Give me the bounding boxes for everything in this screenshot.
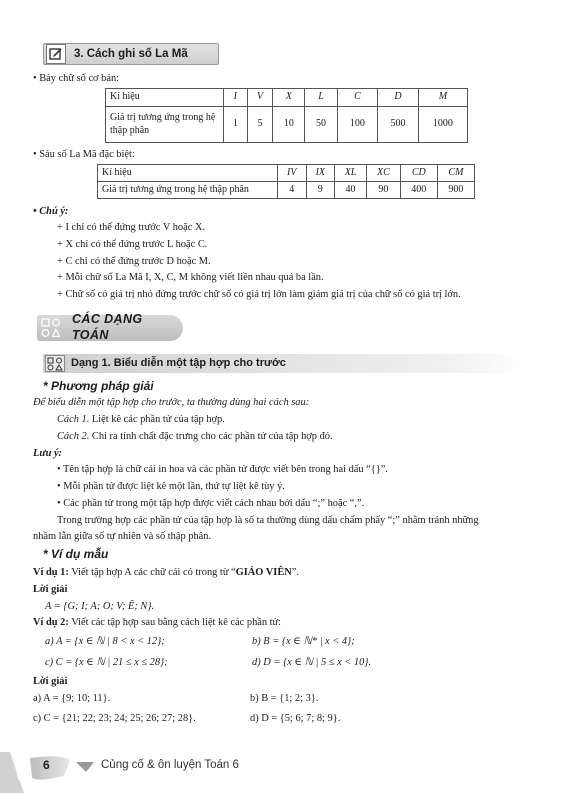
method-heading: * Phương pháp giải (43, 379, 154, 393)
method-intro: Để biểu diễn một tập hợp cho trước, ta thường dùng hai cách sau: (33, 397, 310, 408)
example-2-answer: a) A = {9; 10; 11}. (33, 693, 111, 704)
table-cell: 500 (378, 107, 419, 143)
example-2: Ví dụ 2: Viết các tập hợp sau bằng cách liệt kê các phần tử: (33, 617, 282, 628)
note-item: + Mỗi chữ số La Mã I, X, C, M không viết liền nhau quá ba lần. (57, 272, 324, 283)
table-cell: V (247, 89, 273, 107)
note-item: + Chữ số có giá trị nhỏ đứng trước chữ số có giá trị lớn làm giảm giá trị của chữ số có giá trị lớn. (57, 289, 461, 300)
topic-title: Dạng 1. Biểu diễn một tập hợp cho trước (71, 356, 286, 369)
table-cell: 90 (367, 182, 401, 199)
table-cell: 1 (224, 107, 248, 143)
table-cell: 100 (337, 107, 378, 143)
table-cell: 10 (273, 107, 305, 143)
shapes-icon (45, 355, 65, 372)
banner-title: CÁC DẠNG TOÁN (71, 312, 143, 342)
method-cach2: Cách 2. Chỉ ra tính chất đặc trưng cho các phần tử của tập hợp đó. (57, 431, 333, 442)
basic-intro: • Bảy chữ số cơ bản: (33, 73, 120, 84)
example-2-item: d) D = {x ∈ ℕ | 5 ≤ x < 10}. (252, 657, 372, 668)
note-title: • Chú ý: (33, 206, 69, 217)
table-cell: M (418, 89, 467, 107)
table-cell: 4 (278, 182, 307, 199)
basic-table (105, 88, 468, 143)
table-cell: I (224, 89, 248, 107)
table-cell: D (378, 89, 419, 107)
luuy-item: • Mỗi phần tử được liệt kê một lần, thứ tự liệt kê tùy ý. (57, 481, 285, 492)
table-cell: 40 (335, 182, 367, 199)
table-cell: 50 (305, 107, 337, 143)
topic-heading (43, 354, 523, 373)
note-item: + I chỉ có thể đứng trước V hoặc X. (57, 222, 206, 233)
page-number: 6 (43, 758, 50, 772)
luuy-title: Lưu ý: (33, 448, 63, 459)
example-2-item: b) B = {x ∈ ℕ* | x < 4}; (252, 636, 355, 647)
table-cell: 9 (306, 182, 335, 199)
special-table (97, 164, 475, 199)
example-2-item: c) C = {x ∈ ℕ | 21 ≤ x ≤ 28}; (45, 657, 168, 668)
edit-icon (46, 44, 66, 64)
section-heading (43, 43, 219, 65)
special-intro: • Sáu số La Mã đặc biệt: (33, 149, 135, 160)
table-cell: CM (437, 165, 474, 182)
book-title: Củng cố & ôn luyện Toán 6 (101, 759, 239, 771)
table-cell: 400 (400, 182, 437, 199)
table-label: Giá trị tương ứng trong hệ thập phân (106, 107, 224, 143)
example-1-answer: A = {G; I; A; O; V; Ê; N}. (45, 601, 155, 612)
shapes-icon (40, 317, 62, 339)
method-paragraph: nhầm lẫn giữa số tự nhiên và số thập phân. (33, 531, 212, 542)
method-cach1: Cách 1. Liệt kê các phần tử của tập hợp. (57, 414, 225, 425)
table-label: Kí hiệu (106, 89, 224, 107)
table-cell: XC (367, 165, 401, 182)
table-cell: X (273, 89, 305, 107)
examples-heading: * Ví dụ mẫu (43, 547, 109, 561)
solution-label: Lời giải (33, 584, 68, 595)
table-cell: IV (278, 165, 307, 182)
table-cell: 900 (437, 182, 474, 199)
table-cell: L (305, 89, 337, 107)
example-2-answer: b) B = {1; 2; 3}. (250, 693, 319, 704)
example-2-answer: c) C = {21; 22; 23; 24; 25; 26; 27; 28}. (33, 713, 196, 724)
table-cell: CD (400, 165, 437, 182)
luuy-item: • Các phần tử trong một tập hợp được viết cách nhau bởi dấu “;” hoặc “,”. (57, 498, 365, 509)
note-item: + C chỉ có thể đứng trước D hoặc M. (57, 256, 211, 267)
section-banner (37, 312, 183, 342)
table-label: Giá trị tương ứng trong hệ thập phân (98, 182, 278, 199)
section-title: 3. Cách ghi số La Mã (74, 47, 188, 60)
table-cell: XL (335, 165, 367, 182)
method-paragraph: Trong trường hợp các phần tử của tập hợp là số ta thường dùng dấu chấm phẩy “;” nhằm tránh những (57, 515, 479, 526)
example-2-item: a) A = {x ∈ ℕ | 8 < x < 12}; (45, 636, 165, 647)
table-cell: 5 (247, 107, 273, 143)
example-2-answer: d) D = {5; 6; 7; 8; 9}. (250, 713, 341, 724)
solution-label: Lời giải (33, 676, 68, 687)
table-label: Kí hiệu (98, 165, 278, 182)
table-cell: IX (306, 165, 335, 182)
table-cell: C (337, 89, 378, 107)
luuy-item: • Tên tập hợp là chữ cái in hoa và các phần tử được viết bên trong hai dấu “{}”. (57, 464, 388, 475)
note-item: + X chỉ có thể đứng trước L hoặc C. (57, 239, 208, 250)
footer-decoration (0, 752, 567, 793)
example-1: Ví dụ 1: Viết tập hợp A các chữ cái có trong từ “GIÁO VIÊN”. (33, 567, 299, 578)
table-cell: 1000 (418, 107, 467, 143)
